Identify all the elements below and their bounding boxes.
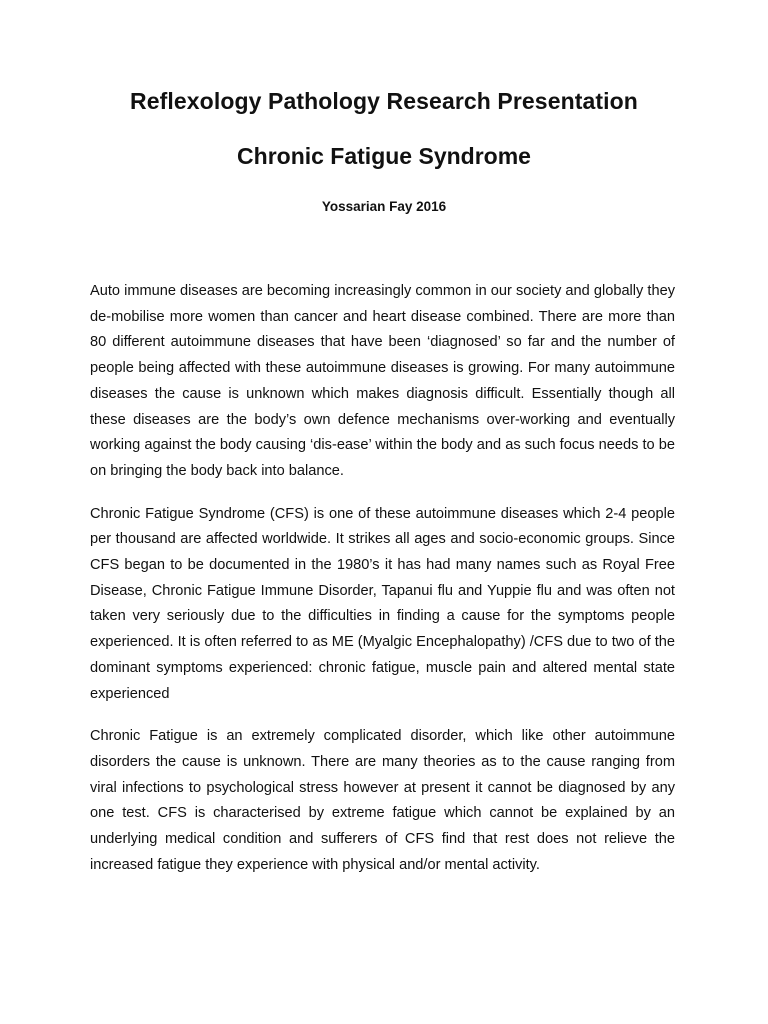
- document-body: [90, 279, 675, 895]
- body-paragraph: Auto immune diseases are becoming increasingly common in our society and globally they de-mobilise more women than cancer and heart disease combined. There are more than 80 different autoimmune diseases that have been ‘diagnosed’ so far and the number of people being affected with these autoimmune diseases is growing. For many autoimmune diseases the cause is unknown which makes diagnosis difficult. Essentially though all these diseases are the body’s own defence mechanisms over-working and eventually working against the body causing ‘dis-ease’ within the body and as such focus needs to be on bringing the body back into balance.: [90, 283, 675, 479]
- author-line: Yossarian Fay 2016: [321, 199, 447, 214]
- document-title: Reflexology Pathology Research Presentation: [130, 88, 638, 114]
- body-paragraph: Chronic Fatigue is an extremely complicated disorder, which like other autoimmune disorders the cause is unknown. There are many theories as to the cause ranging from viral infections to psychological stress however at present it cannot be diagnosed by any one test. CFS is characterised by extreme fatigue which cannot be explained by an underlying medical condition and sufferers of CFS find that rest does not relieve the increased fatigue they experience with physical and/or mental activity.: [90, 728, 675, 873]
- body-paragraph: Chronic Fatigue Syndrome (CFS) is one of these autoimmune diseases which 2-4 people per thousand are affected worldwide. It strikes all ages and socio-economic groups. Since CFS began to be documented in the 1980’s it has had many names such as Royal Free Disease, Chronic Fatigue Immune Disorder, Tapanui flu and Yuppie flu and was often not taken very seriously due to the difficulties in finding a cause for the symptoms people experienced. It is often referred to as ME (Myalgic Encephalopathy) /CFS due to two of the dominant symptoms experienced: chronic fatigue, muscle pain and altered mental state experienced: [90, 505, 675, 702]
- document-subtitle: Chronic Fatigue Syndrome: [237, 143, 531, 169]
